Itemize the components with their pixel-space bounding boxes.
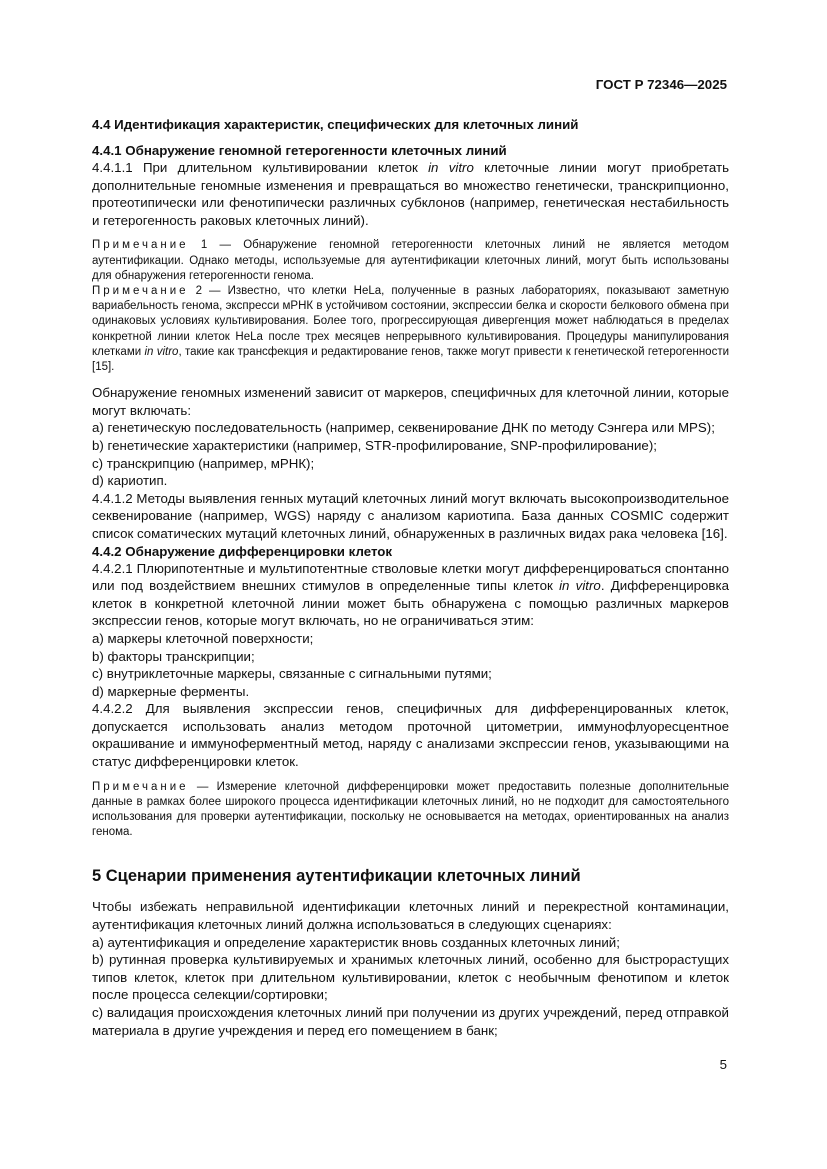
- section-4-4-1-heading: 4.4.1 Обнаружение геномной гетерогенности клеточных линий: [92, 143, 507, 158]
- paragraph-4-4-2-1: [92, 560, 729, 630]
- paragraph-section-5-intro: Чтобы избежать неправильной идентификации клеточных линий и перекрестной контаминации, аутентификация клеточных линий должна использоваться в следующих сценариях:: [92, 899, 729, 933]
- list-item: a) маркеры клеточной поверхности;: [92, 630, 314, 646]
- section-4-4-heading: 4.4 Идентификация характеристик, специфических для клеточных линий: [92, 117, 579, 132]
- italic-term: in vitro: [559, 578, 601, 594]
- list-item: c) транскрипцию (например, мРНК);: [92, 455, 315, 471]
- text-run: 4.4.1.1 При длительном культивировании клеток: [92, 160, 429, 175]
- note-text: , такие как трансфекция и редактирование генов, также могут привести к генетической гетерогенности [15].: [92, 345, 730, 373]
- section-5-heading: 5 Сценарии применения аутентификации клеточных линий: [92, 867, 581, 886]
- paragraph-4-4-1-1: [92, 159, 729, 229]
- paragraph-genomic-changes: Обнаружение геномных изменений зависит от маркеров, специфичных для клеточной линии, которые могут включать:: [92, 385, 729, 418]
- paragraph-4-4-2-2: 4.4.2.2 Для выявления экспрессии генов, специфичных для дифференцированных клеток, допускается использовать анализ методом проточной цитометрии, иммунофлуоресцентное окрашивание и иммуноферментный метод, наряду с анализами экспрессии генов, указывающими на статус дифференцировки клеток.: [92, 701, 729, 770]
- note-label: Примечание: [92, 284, 189, 297]
- list-item: d) маркерные ферменты.: [92, 683, 250, 699]
- list-item: b) генетические характеристики (например, STR-профилирование, SNP-профилирование);: [92, 437, 657, 453]
- italic-term: in vitro: [428, 160, 474, 175]
- note-text: 1 — Обнаружение геномной гетерогенности клеточных линий не является методом аутентификации. Однако методы, используемые для аутентификации клеточных линий, могут быть использованы для обнаружения гетерогенности генома.: [92, 239, 729, 282]
- page-number: 5: [719, 1057, 727, 1072]
- text-run: . Дифференцировка клеток в конкретной клеточной линии может быть обнаружена с помощью различных маркеров экспрессии генов, которые могут включать, но не ограничиваться этим:: [92, 578, 730, 629]
- list-item: b) факторы транскрипции;: [92, 648, 255, 664]
- italic-term: in vitro: [144, 345, 179, 358]
- list-item: b) рутинная проверка культивируемых и хранимых клеточных линий, особенно для быстрорастущих типов клеток, клеток при длительном культивировании, клеток с необычным фенотипом и клеток после процесса селекции/сортировки;: [92, 952, 729, 1003]
- note-text: 2 — Известно, что клетки HeLa, полученные в разных лабораториях, показывают заметную вариабельность генома, экспресси мРНК в устойчивом состоянии, экспрессии белка и скорости белкового обмена при одинаковых условиях культивирования. Более того, прогрессирующая дивергенция может наблюдаться в пределах конкретной линии клеток HeLa после трех месяцев непрерывного культивирования. Процедуры манипулирования клетками: [92, 284, 729, 358]
- text-run: 4.4.2.1 Плюрипотентные и мультипотентные стволовые клетки могут дифференцироваться спонтанно или под воздействием внешних стимулов в определенные типы клеток: [92, 560, 729, 594]
- section-4-4-2-heading: 4.4.2 Обнаружение дифференцировки клеток: [92, 543, 393, 559]
- note-differentiation: [92, 780, 729, 841]
- list-item: d) кариотип.: [92, 473, 168, 489]
- note-label: Примечание: [92, 780, 189, 793]
- paragraph-4-4-1-2: 4.4.1.2 Методы выявления генных мутаций клеточных линий могут включать высокопроизводительное секвенирование (например, WGS) наряду с анализом кариотипа. База данных COSMIC содержит список соматических мутаций клеточных линий, обнаруженных в различных видах рака человека [16].: [92, 490, 729, 541]
- text-run: клеточные линии могут приобретать дополнительные геномные изменения и превращаться во множество генетически, транскрипционно, протеотипически или фенотипически различных субклонов (например, генетическая нестабильность и гетерогенность раковых клеточных линий).: [92, 160, 729, 228]
- list-item: a) аутентификация и определение характеристик вновь созданных клеточных линий;: [92, 934, 620, 950]
- list-item: c) валидация происхождения клеточных линий при получении из других учреждений, перед отправкой материала в другие учреждения и перед его помещением в банк;: [92, 1005, 729, 1038]
- standard-number: ГОСТ Р 72346—2025: [595, 77, 727, 92]
- note-2: [92, 284, 729, 375]
- note-text: — Измерение клеточной дифференцировки может предоставить полезные дополнительные данные в рамках более широкого процесса идентификации клеточных линий, но не подходит для самостоятельного использования для проверки аутентификации, поскольку не основывается на методах, ориентированных на анализ генома.: [92, 780, 729, 839]
- note-label: Примечание: [92, 239, 189, 252]
- page-content: [92, 116, 729, 1039]
- list-item: a) генетическую последовательность (например, секвенирование ДНК по методу Сэнгера или MPS);: [92, 420, 715, 436]
- list-item: c) внутриклеточные маркеры, связанные с сигнальными путями;: [92, 666, 492, 682]
- note-1: [92, 238, 729, 284]
